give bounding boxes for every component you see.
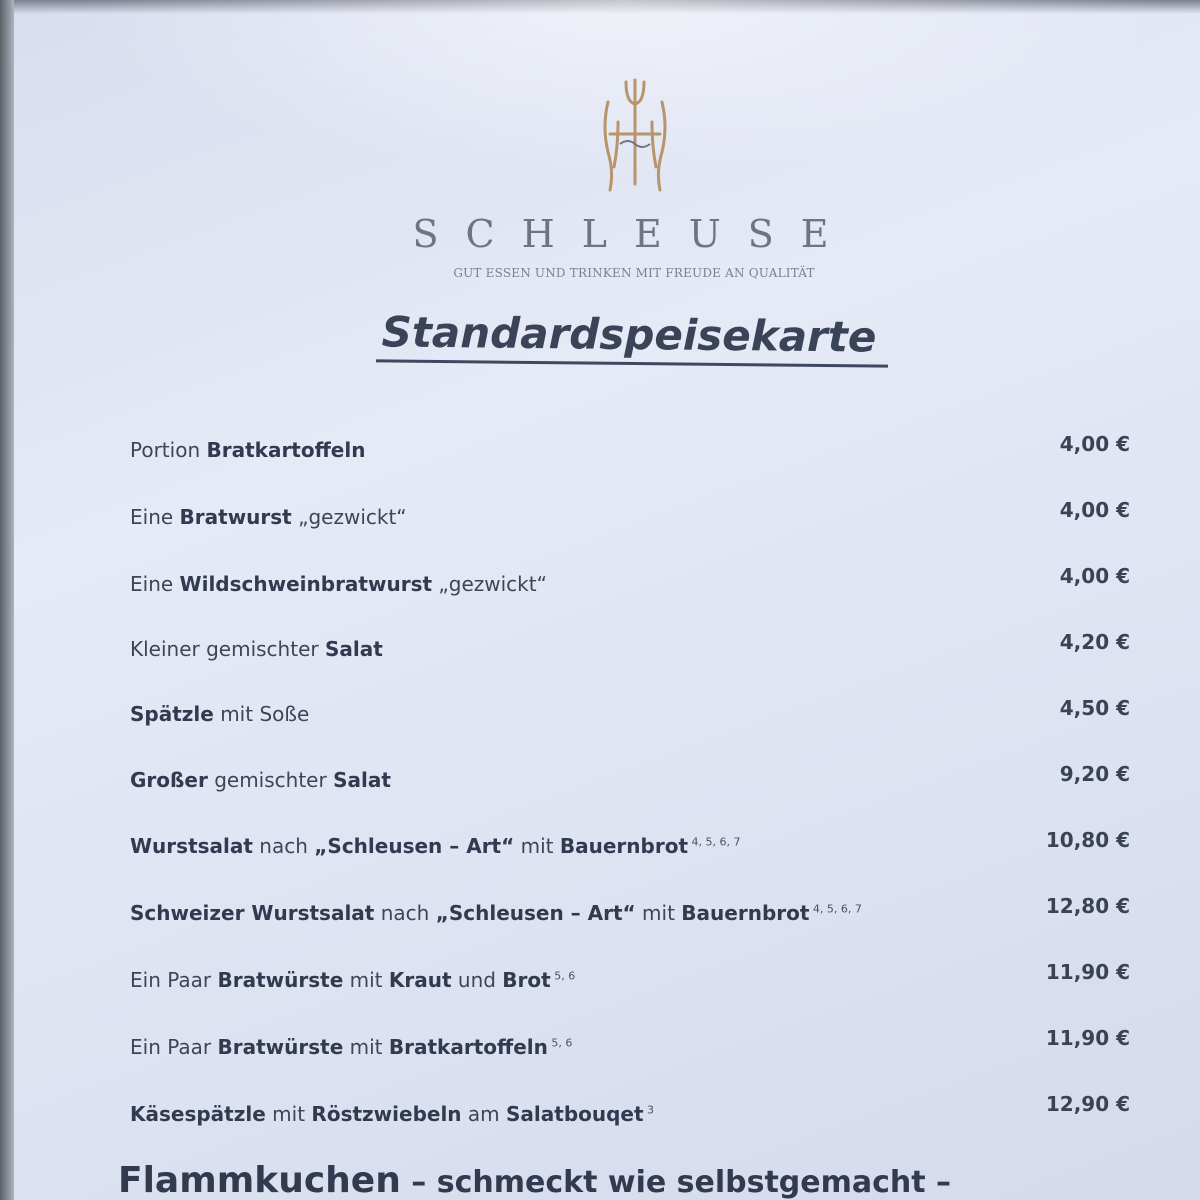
item-text-pre: Ein Paar xyxy=(130,968,218,992)
item-text-bold-3: Bauernbrot xyxy=(681,901,810,925)
item-text-post: mit xyxy=(514,834,560,858)
item-text-bold-3: Brot xyxy=(502,968,551,992)
menu-sheet xyxy=(14,0,1200,1200)
item-text-bold: Schweizer Wurstsalat xyxy=(130,901,375,925)
item-text-mid: „gezwickt“ xyxy=(432,572,547,596)
item-text-pre: Portion xyxy=(130,438,207,462)
menu-item-name xyxy=(130,968,990,992)
item-text-pre: Eine xyxy=(130,572,180,596)
item-text-bold-3: Bauernbrot xyxy=(559,834,688,858)
item-text-pre: Eine xyxy=(130,505,180,529)
allergen-note: 4, 5, 6, 7 xyxy=(688,835,741,849)
item-text-bold: Wildschweinbratwurst xyxy=(179,572,433,596)
item-text-bold: Bratwurst xyxy=(179,505,292,529)
menu-title: Standardspeisekarte xyxy=(381,307,877,362)
menu-item-name xyxy=(130,572,990,596)
menu-item-name xyxy=(130,834,990,858)
allergen-note: 3 xyxy=(643,1103,655,1117)
item-text-bold-2: Bratkartoffeln xyxy=(388,1035,548,1059)
menu-item-price: 11,90 € xyxy=(1045,960,1130,984)
menu-item xyxy=(130,630,1130,670)
item-text-mid: „gezwickt“ xyxy=(291,505,407,529)
menu-item-name xyxy=(130,901,990,925)
item-text-mid: mit xyxy=(265,1102,312,1126)
brand-tagline: GUT ESSEN UND TRINKEN MIT FREUDE AN QUALITÄT xyxy=(453,266,815,280)
menu-item-price: 9,20 € xyxy=(1059,762,1130,786)
item-text-bold: Großer xyxy=(130,768,208,792)
item-text-bold: Käsespätzle xyxy=(130,1102,266,1126)
item-text-bold-2: „Schleusen – Art“ xyxy=(435,901,636,925)
section-heading-subtitle: – schmeckt wie selbstgemacht – xyxy=(400,1165,952,1200)
menu-item xyxy=(130,762,1130,802)
menu-item xyxy=(130,1026,1130,1066)
menu-item-price: 4,00 € xyxy=(1059,432,1130,456)
menu-item-name xyxy=(130,637,990,661)
menu-item-name xyxy=(130,1035,990,1059)
menu-item xyxy=(130,498,1130,538)
item-text-post: am xyxy=(461,1102,506,1126)
menu-item xyxy=(130,432,1130,472)
menu-item-price: 4,20 € xyxy=(1059,630,1130,654)
menu-item-name xyxy=(130,768,990,792)
menu-item xyxy=(130,960,1130,1000)
item-text-mid: mit xyxy=(343,1035,389,1059)
item-text-bold: Salat xyxy=(324,637,383,661)
item-text-bold: Bratkartoffeln xyxy=(206,438,366,462)
item-text-bold-2: Röstzwiebeln xyxy=(311,1102,462,1126)
menu-item-price: 4,00 € xyxy=(1059,498,1130,522)
menu-item xyxy=(130,564,1130,604)
item-text-mid: nach xyxy=(252,834,315,858)
item-text-pre: Kleiner gemischter xyxy=(130,637,325,661)
item-text-bold-2: „Schleusen – Art“ xyxy=(314,834,515,858)
section-heading-word: Flammkuchen xyxy=(118,1160,401,1200)
menu-item-name xyxy=(130,438,990,462)
item-text-bold-2: Kraut xyxy=(388,968,452,992)
menu-item-price: 11,90 € xyxy=(1045,1026,1130,1050)
menu-item-name xyxy=(130,1102,990,1126)
allergen-note: 4, 5, 6, 7 xyxy=(809,902,862,916)
item-text-bold-2: Salat xyxy=(333,768,391,792)
brand-name: SCHLEUSE xyxy=(412,212,856,256)
menu-item-price: 12,80 € xyxy=(1045,894,1130,918)
section-heading-flammkuchen xyxy=(118,1160,1018,1200)
trident-logo-icon xyxy=(600,72,670,192)
item-text-mid: mit Soße xyxy=(213,702,310,726)
allergen-note: 5, 6 xyxy=(547,1036,573,1050)
menu-item-price: 4,00 € xyxy=(1059,564,1130,588)
item-text-mid: gemischter xyxy=(207,768,334,792)
item-text-bold: Bratwürste xyxy=(217,1035,344,1059)
item-text-mid: mit xyxy=(343,968,389,992)
menu-item-price: 12,90 € xyxy=(1045,1092,1130,1116)
item-text-mid: nach xyxy=(374,901,436,925)
allergen-note: 5, 6 xyxy=(550,969,576,983)
item-text-bold: Spätzle xyxy=(130,702,214,726)
menu-item xyxy=(130,696,1130,736)
menu-item-price: 10,80 € xyxy=(1045,828,1130,852)
item-text-bold-3: Salatbouqet xyxy=(506,1102,644,1126)
menu-item xyxy=(130,1092,1130,1132)
item-text-post: und xyxy=(451,968,503,992)
item-text-bold: Bratwürste xyxy=(217,968,344,992)
menu-item xyxy=(130,828,1130,868)
menu-item xyxy=(130,894,1130,934)
item-text-post: mit xyxy=(635,901,682,925)
item-text-pre: Ein Paar xyxy=(130,1035,218,1059)
menu-item-price: 4,50 € xyxy=(1059,696,1130,720)
menu-item-name xyxy=(130,505,990,529)
item-text-bold: Wurstsalat xyxy=(130,834,253,858)
menu-item-name xyxy=(130,702,990,726)
